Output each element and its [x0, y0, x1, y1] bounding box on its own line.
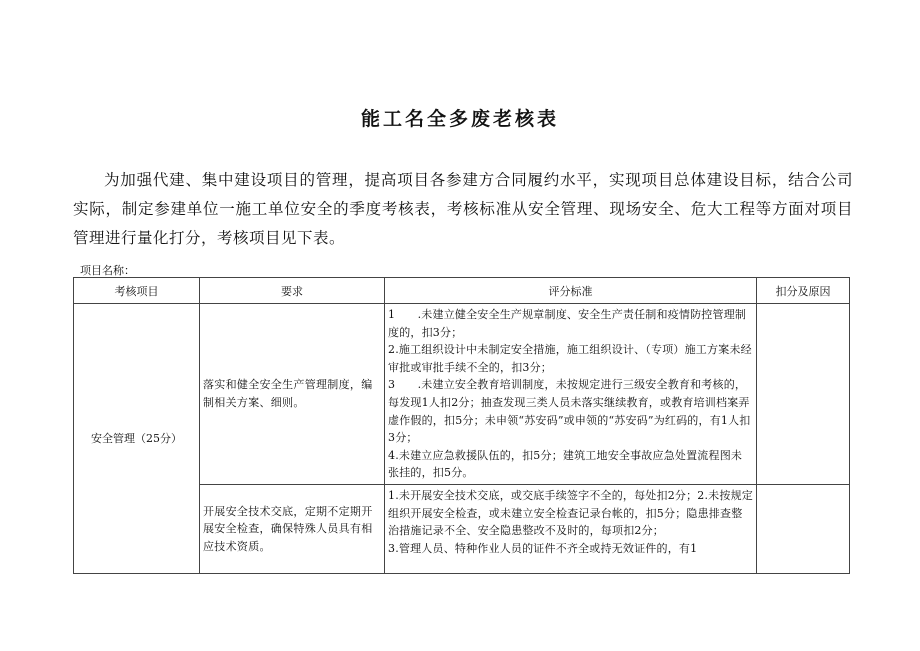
header-criteria: 评分标准 — [385, 278, 757, 304]
document-title: 能工名全多废老核表 — [360, 108, 559, 130]
requirement-cell: 落实和健全安全生产管理制度，编制相关方案、细则。 — [200, 304, 385, 485]
criteria-line: 3.管理人员、特种作业人员的证件不齐全或持无效证件的，有1 — [388, 541, 698, 555]
category-cell: 安全管理（25分） — [74, 304, 200, 574]
criteria-line: 3 .未建立安全教育培训制度，未按规定进行三级安全教育和考核的，每发现1人扣2分；抽查发现三类人员未落实继续教育，或教育培训档案弄虚作假的，扣5分；未申领“苏安码”或申领的“苏安码”为红码的，有1人扣3分； — [388, 378, 751, 445]
header-deduction: 扣分及原因 — [757, 278, 850, 304]
header-requirement: 要求 — [200, 278, 385, 304]
requirement-cell: 开展安全技术交底，定期不定期开展安全检查，确保特殊人员具有相应技术资质。 — [200, 484, 385, 573]
deduction-cell[interactable] — [757, 484, 850, 573]
criteria-cell — [385, 304, 757, 485]
table-row — [74, 304, 850, 485]
header-item: 考核项目 — [74, 278, 200, 304]
table-header-row — [74, 278, 850, 304]
criteria-line: 4.未建立应急救援队伍的，扣5分；建筑工地安全事故应急处置流程图未张挂的，扣5分。 — [388, 448, 743, 480]
criteria-line: 1.未开展安全技术交底，或交底手续签字不全的，每处扣2分；2.未按规定组织开展安全检查，或未建立安全检查记录台帐的，扣5分；隐患排查整治措施记录不全、安全隐患整改不及时的，每项扣2分； — [388, 488, 753, 538]
criteria-cell — [385, 484, 757, 573]
deduction-cell[interactable] — [757, 304, 850, 485]
intro-paragraph: 为加强代建、集中建设项目的管理，提高项目各参建方合同履约水平，实现项目总体建设目标，结合公司实际，制定参建单位一施工单位安全的季度考核表，考核标准从安全管理、现场安全、危大工程等方面对项目管理进行量化打分，考核项目见下表。 — [73, 171, 853, 247]
criteria-line: 1 .未建立健全安全生产规章制度、安全生产责任制和疫情防控管理制度的，扣3分； — [388, 308, 747, 339]
criteria-line: 2.施工组织设计中未制定安全措施，施工组织设计、（专项）施工方案未经审批或审批手续不全的，扣3分； — [388, 343, 752, 374]
project-name-label: 项目名称： — [80, 264, 135, 277]
assessment-table — [73, 277, 850, 574]
